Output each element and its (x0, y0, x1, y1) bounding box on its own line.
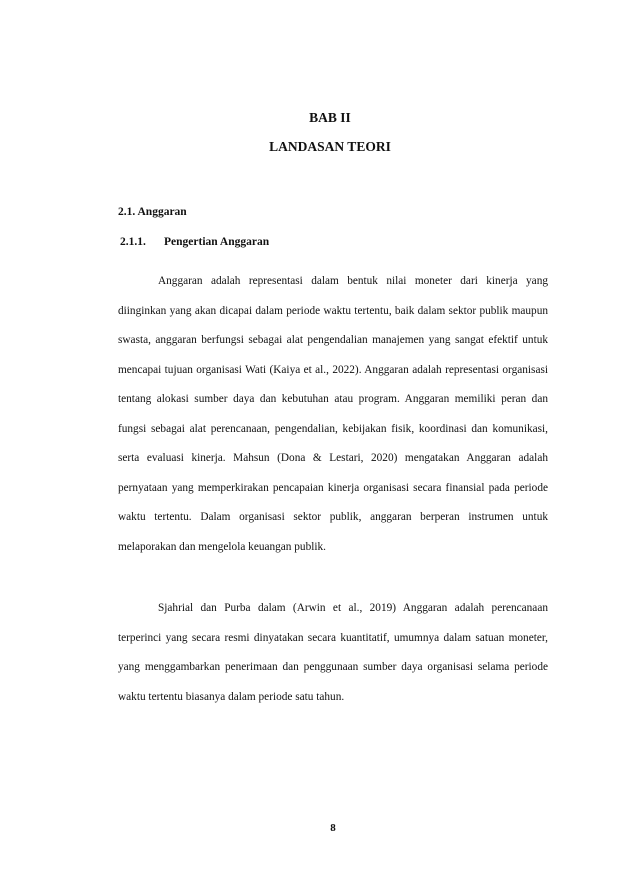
page-number: 8 (330, 822, 336, 834)
subsection-number: 2.1.1. (120, 236, 146, 248)
section-heading: 2.1. Anggaran (118, 206, 187, 218)
subsection-heading (120, 236, 269, 248)
body-paragraph: Anggaran adalah representasi dalam bentuk nilai moneter dari kinerja yang diinginkan yang akan dicapai dalam periode waktu tertentu, baik dalam sektor publik maupun swasta, anggaran berfungsi sebagai alat pengendalian manajemen yang sangat efektif untuk mencapai tujuan organisasi Wati (Kaiya et al., 2022). Anggaran adalah representasi organisasi tentang alokasi sumber daya dan kebutuhan atau program. Anggaran memiliki peran dan fungsi sebagai alat perencanaan, pengendalian, kebijakan fisik, koordinasi dan komunikasi, serta evaluasi kinerja. Mahsun (Dona & Lestari, 2020) mengatakan Anggaran adalah pernyataan yang memperkirakan pencapaian kinerja organisasi secara finansial pada periode waktu tertentu. Dalam organisasi sektor publik, anggaran berperan instrumen untuk melaporakan dan mengelola keuangan publik. (118, 275, 548, 553)
subsection-title: Pengertian Anggaran (164, 236, 270, 248)
chapter-title: LANDASAN TEORI (269, 139, 391, 154)
body-paragraph: Sjahrial dan Purba dalam (Arwin et al., 2019) Anggaran adalah perencanaan terperinci yang secara resmi dinyatakan secara kuantitatif, umumnya dalam satuan moneter, yang menggambarkan penerimaan dan penggunaan sumber daya organisasi selama periode waktu tertentu biasanya dalam periode satu tahun. (118, 602, 548, 703)
chapter-number: BAB II (309, 110, 351, 125)
